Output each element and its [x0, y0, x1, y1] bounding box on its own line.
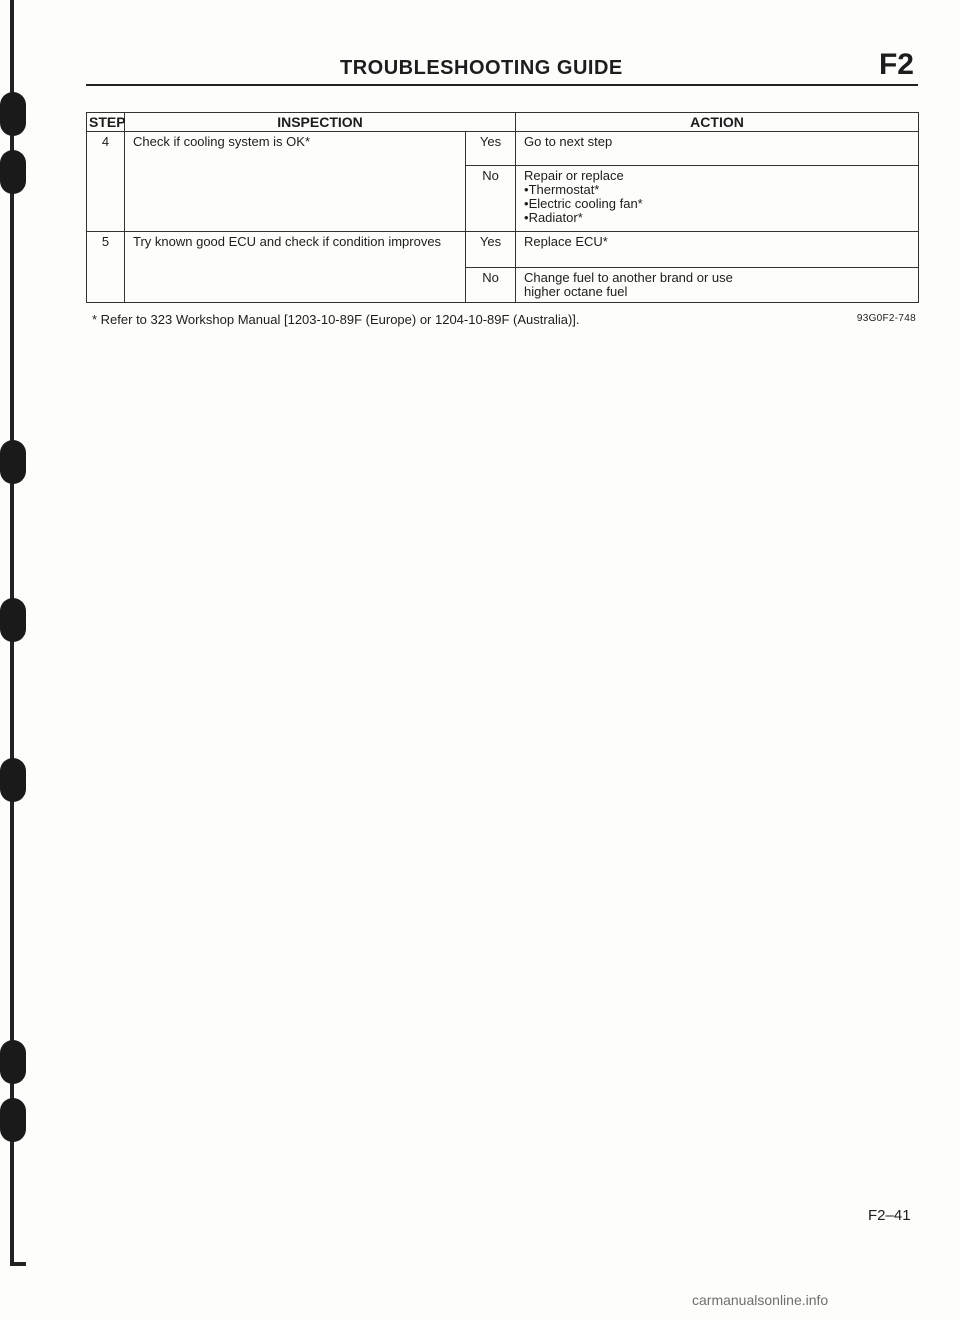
action-line: Go to next step [524, 134, 613, 149]
no-label: No [466, 166, 516, 232]
action-line: •Radiator* [524, 210, 583, 225]
page-number: F2–41 [868, 1207, 911, 1224]
inspection-text: Try known good ECU and check if condition improves [125, 232, 466, 303]
yes-label: Yes [466, 232, 516, 268]
binder-hole [0, 440, 26, 484]
action-line: Replace ECU* [524, 234, 608, 249]
footnote: * Refer to 323 Workshop Manual [1203-10-89F (Europe) or 1204-10-89F (Australia)]. [92, 312, 580, 327]
binder-hole [0, 598, 26, 642]
action-line: •Electric cooling fan* [524, 196, 643, 211]
action-line: Repair or replace [524, 168, 624, 183]
action-line: •Thermostat* [524, 182, 600, 197]
column-header-action: ACTION [516, 113, 919, 132]
binder-hole [0, 92, 26, 136]
no-action [516, 268, 919, 303]
table-row [87, 132, 919, 166]
binder-hole [0, 150, 26, 194]
yes-label: Yes [466, 132, 516, 166]
troubleshooting-table [86, 112, 919, 303]
page-header [86, 48, 918, 86]
binder-hole [0, 1098, 26, 1142]
binder-hole [0, 1040, 26, 1084]
watermark-text: carmanualsonline.info [692, 1292, 829, 1308]
figure-code: 93G0F2-748 [856, 313, 916, 324]
column-header-step: STEP [87, 113, 125, 132]
action-line: higher octane fuel [524, 284, 628, 299]
table-header-row [87, 113, 919, 132]
spine-foot [10, 1262, 26, 1266]
binder-spine [0, 0, 30, 1280]
yes-action [516, 232, 919, 268]
page-title: TROUBLESHOOTING GUIDE [340, 57, 623, 79]
step-number: 5 [87, 232, 125, 303]
table-row [87, 232, 919, 268]
binder-hole [0, 758, 26, 802]
inspection-text: Check if cooling system is OK* [125, 132, 466, 232]
action-line: Change fuel to another brand or use [524, 270, 733, 285]
column-header-inspection: INSPECTION [125, 113, 516, 132]
no-label: No [466, 268, 516, 303]
section-code: F2 [878, 48, 914, 81]
yes-action [516, 132, 919, 166]
no-action [516, 166, 919, 232]
step-number: 4 [87, 132, 125, 232]
